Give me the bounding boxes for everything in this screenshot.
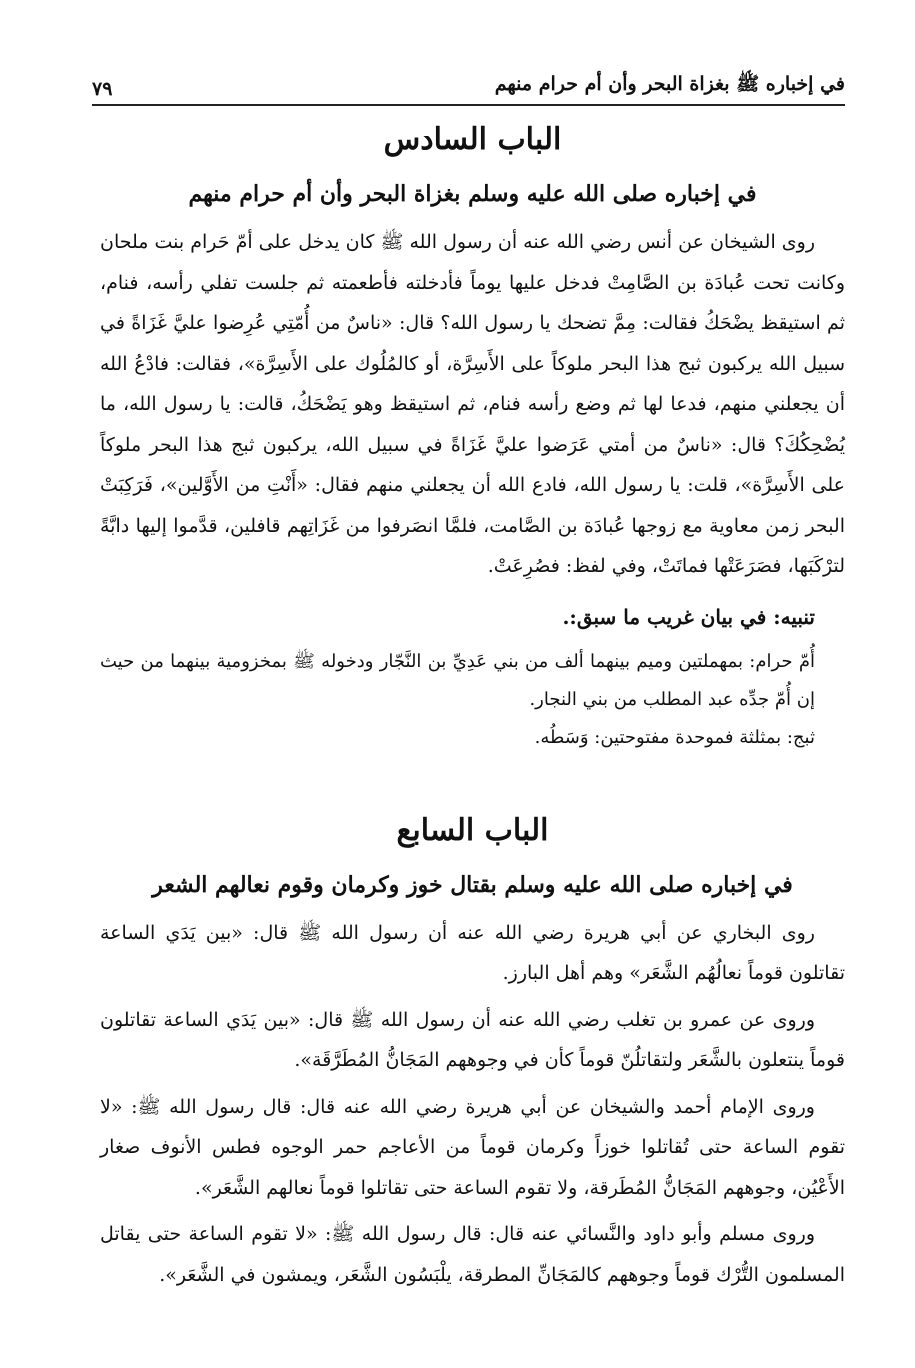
chapter-seven-paragraph: وروى عن عمرو بن تغلب رضي الله عنه أن رسول الله ﷺ قال: «بين يَدَي الساعة تقاتلون قوماً ينتعلون بالشَّعَر ولتقاتلُنّ قوماً كأن في وجوههم المَجَانُّ المُطَرَّقَة». <box>100 1008 845 1071</box>
spacer <box>100 587 845 593</box>
chapter-seven-paragraph: روى البخاري عن أبي هريرة رضي الله عنه أن رسول الله ﷺ قال: «بين يَدَي الساعة تقاتلون قوماً نعالُهُم الشَّعَر» وهم أهل البارز. <box>100 921 845 984</box>
page-number: ٧٩ <box>92 78 113 100</box>
chapter-six-subtitle: في إخباره صلى الله عليه وسلم بغزاة البحر وأن أم حرام منهم <box>188 181 757 207</box>
header-rule <box>92 104 845 106</box>
note-item: ثبج: بمثلثة فموحدة مفتوحتين: وَسَطُه. <box>534 726 815 748</box>
chapter-seven-subtitle: في إخباره صلى الله عليه وسلم بقتال خوز وكرمان وقوم نعالهم الشعر <box>152 871 793 898</box>
chapter-seven-paragraph: وروى الإمام أحمد والشيخان عن أبي هريرة رضي الله عنه قال: قال رسول الله ﷺ: «لا تقوم الساعة حتى تُقاتلوا خوزاً وكرمان قوماً من الأعاجم حمر الوجوه فطس الأنوف صغار الأَعْيُن، وجوههم المَجَانُّ المُطَرقة، ولا تقوم الساعة حتى تقاتلوا قوماً نعالهم الشَّعَر». <box>100 1095 845 1199</box>
chapter-six-title: الباب السادس <box>383 122 562 157</box>
page-content <box>100 112 845 1348</box>
running-header <box>92 60 845 100</box>
chapter-seven-paragraph: وروى مسلم وأبو داود والنَّسائي عنه قال: قال رسول الله ﷺ: «لا تقوم الساعة حتى يقاتل المسلمون التُّرْك قوماً وجوههم كالمَجَانِّ المطرقة، يلْبَسُون الشَّعَر، ويمشون في الشَّعَر». <box>100 1223 845 1286</box>
section-spacer <box>100 757 845 803</box>
note-heading: تنبيه: في بيان غريب ما سبق:. <box>562 604 815 629</box>
note-item: أُمّ حرام: بمهملتين وميم بينهما ألف من بني عَدِيِّ بن النَّجّار ودخوله ﷺ بمخزومية بينهما من حيث إن أُمّ جدِّه عبد المطلب من بني النجار. <box>100 650 815 710</box>
running-title: في إخباره ﷺ بغزاة البحر وأن أم حرام منهم <box>494 73 845 95</box>
chapter-seven-title: الباب السابع <box>396 812 549 848</box>
chapter-six-paragraph: روى الشيخان عن أنس رضي الله عنه أن رسول الله ﷺ كان يدخل على أمّ حَرام بنت ملحان وكانت تحت عُبادَة بن الصَّامِتْ فدخل عليها يوماً فأدخلته فأطعمته ثم جلست تفلي رأسه، فنام، ثم استيقظ يضْحَكُ فقالت: مِمَّ تضحك يا رسول الله؟ قال: «ناسٌ من أُمّتِي عُرِضوا عليَّ غَزَاةً في سبيل الله يركبون ثبج هذا البحر ملوكاً على الأَسِرَّة، أو كالمُلُوك على الأَسِرَّة»، فقالت: فادْعُ الله أن يجعلني منهم، فدعا لها ثم وضع رأسه فنام، ثم استيقظ وهو يَضْحَكُ، قالت: يا رسول الله، ما يُضْحِكُكَ؟ قال: «ناسٌ من أمتي عَرَضوا عليَّ غَزَاةً في سبيل الله، يركبون ثبج هذا البحر ملوكاً على الأَسِرَّة»، قلت: يا رسول الله، فادع الله أن يجعلني منهم فقال: «أَنْتِ من الأَوَّلين»، فَرَكِبَتْ البحر زمن معاوية مع زوجها عُبادَة بن الصَّامت، فلمَّا انصَرفوا من غَزَاتِهم قافلين، قدَّموا إليها دابَّةً لترْكَبَها، فصَرَعَتْها فماتَتْ، وفي لفظ: فصُرِعَتْ. <box>100 231 845 577</box>
